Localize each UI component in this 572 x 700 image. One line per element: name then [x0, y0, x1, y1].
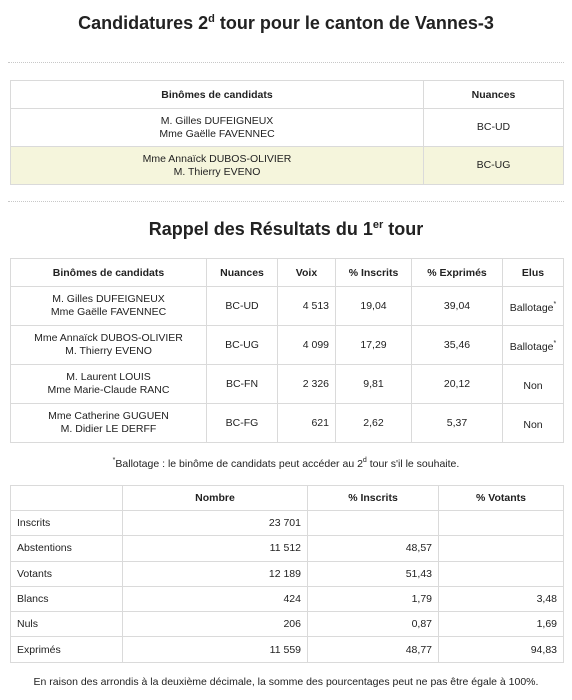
inscrits-cell: 0,87	[308, 612, 439, 637]
votants-cell	[439, 536, 564, 561]
inscrits-cell: 48,57	[308, 536, 439, 561]
exprimes-cell: 39,04	[412, 287, 503, 326]
inscrits-cell: 2,62	[336, 404, 412, 443]
votants-cell: 94,83	[439, 637, 564, 662]
table-row	[11, 612, 564, 637]
table-row	[11, 109, 564, 147]
voix-cell: 2 326	[278, 365, 336, 404]
header-nuances: Nuances	[207, 259, 278, 287]
nuance-cell: BC-UG	[207, 326, 278, 365]
table-row	[11, 561, 564, 586]
table-row	[11, 147, 564, 185]
votants-cell: 3,48	[439, 586, 564, 611]
page-title: Candidatures 2$^d$ tour pour le canton de Vannes-3	[78, 13, 494, 33]
table-row	[11, 287, 564, 326]
table-row	[11, 536, 564, 561]
elus-cell: Non	[503, 365, 564, 404]
nuance-cell: BC-FN	[207, 365, 278, 404]
divider	[8, 62, 564, 63]
header-nombre: Nombre	[123, 486, 308, 511]
inscrits-cell: 9,81	[336, 365, 412, 404]
ballotage-note: *Ballotage : le binôme de candidats peut accéder au 2$^d$ tour s'il le souhaite.	[112, 457, 460, 470]
row-label: Blancs	[11, 586, 123, 611]
exprimes-cell: 5,37	[412, 404, 503, 443]
binome-cell: M. Gilles DUFEIGNEUX Mme Gaëlle FAVENNEC	[11, 109, 424, 147]
voix-cell: 621	[278, 404, 336, 443]
table-row	[11, 511, 564, 536]
voix-cell: 4 099	[278, 326, 336, 365]
header-elus: Elus	[503, 259, 564, 287]
nombre-cell: 11 512	[123, 536, 308, 561]
header-empty	[11, 486, 123, 511]
row-label: Votants	[11, 561, 123, 586]
table-row	[11, 404, 564, 443]
row-label: Abstentions	[11, 536, 123, 561]
nuance-cell: BC-UG	[424, 147, 564, 185]
inscrits-cell: 51,43	[308, 561, 439, 586]
inscrits-cell: 17,29	[336, 326, 412, 365]
votants-cell: 1,69	[439, 612, 564, 637]
nombre-cell: 206	[123, 612, 308, 637]
table-header-row	[11, 486, 564, 511]
table-row	[11, 365, 564, 404]
row-label: Nuls	[11, 612, 123, 637]
voix-cell: 4 513	[278, 287, 336, 326]
row-label: Inscrits	[11, 511, 123, 536]
table-header-row	[11, 81, 564, 109]
row-label: Exprimés	[11, 637, 123, 662]
nombre-cell: 11 559	[123, 637, 308, 662]
header-votants: % Votants	[439, 486, 564, 511]
table-row	[11, 586, 564, 611]
votants-cell	[439, 561, 564, 586]
nuance-cell: BC-UD	[207, 287, 278, 326]
elus-cell: Non	[503, 404, 564, 443]
divider	[8, 201, 564, 202]
binome-cell: Mme Annaïck DUBOS-OLIVIER M. Thierry EVENO	[11, 326, 207, 365]
inscrits-cell: 48,77	[308, 637, 439, 662]
participation-table	[10, 485, 564, 663]
header-inscrits: % Inscrits	[336, 259, 412, 287]
header-voix: Voix	[278, 259, 336, 287]
header-inscrits: % Inscrits	[308, 486, 439, 511]
nuance-cell: BC-FG	[207, 404, 278, 443]
header-nuances: Nuances	[424, 81, 564, 109]
binome-cell: Mme Annaïck DUBOS-OLIVIER M. Thierry EVENO	[11, 147, 424, 185]
table-header-row	[11, 259, 564, 287]
votants-cell	[439, 511, 564, 536]
nombre-cell: 12 189	[123, 561, 308, 586]
nuance-cell: BC-UD	[424, 109, 564, 147]
exprimes-cell: 35,46	[412, 326, 503, 365]
inscrits-cell: 1,79	[308, 586, 439, 611]
nombre-cell: 424	[123, 586, 308, 611]
binome-cell: Mme Catherine GUGUEN M. Didier LE DERFF	[11, 404, 207, 443]
table-row	[11, 637, 564, 662]
resultats-table	[10, 258, 564, 443]
footer-note: En raison des arrondis à la deuxième décimale, la somme des pourcentages peut ne pas être égale à 100%.	[33, 676, 539, 688]
table-row	[11, 326, 564, 365]
nombre-cell: 23 701	[123, 511, 308, 536]
elus-cell: Ballotage*	[503, 287, 564, 326]
header-binomes: Binômes de candidats	[11, 81, 424, 109]
header-binomes: Binômes de candidats	[11, 259, 207, 287]
header-exprimes: % Exprimés	[412, 259, 503, 287]
exprimes-cell: 20,12	[412, 365, 503, 404]
elus-cell: Ballotage*	[503, 326, 564, 365]
binome-cell: M. Laurent LOUIS Mme Marie-Claude RANC	[11, 365, 207, 404]
inscrits-cell	[308, 511, 439, 536]
section-title: Rappel des Résultats du 1er tour	[148, 219, 424, 239]
candidatures-table	[10, 80, 564, 185]
binome-cell: M. Gilles DUFEIGNEUX Mme Gaëlle FAVENNEC	[11, 287, 207, 326]
inscrits-cell: 19,04	[336, 287, 412, 326]
